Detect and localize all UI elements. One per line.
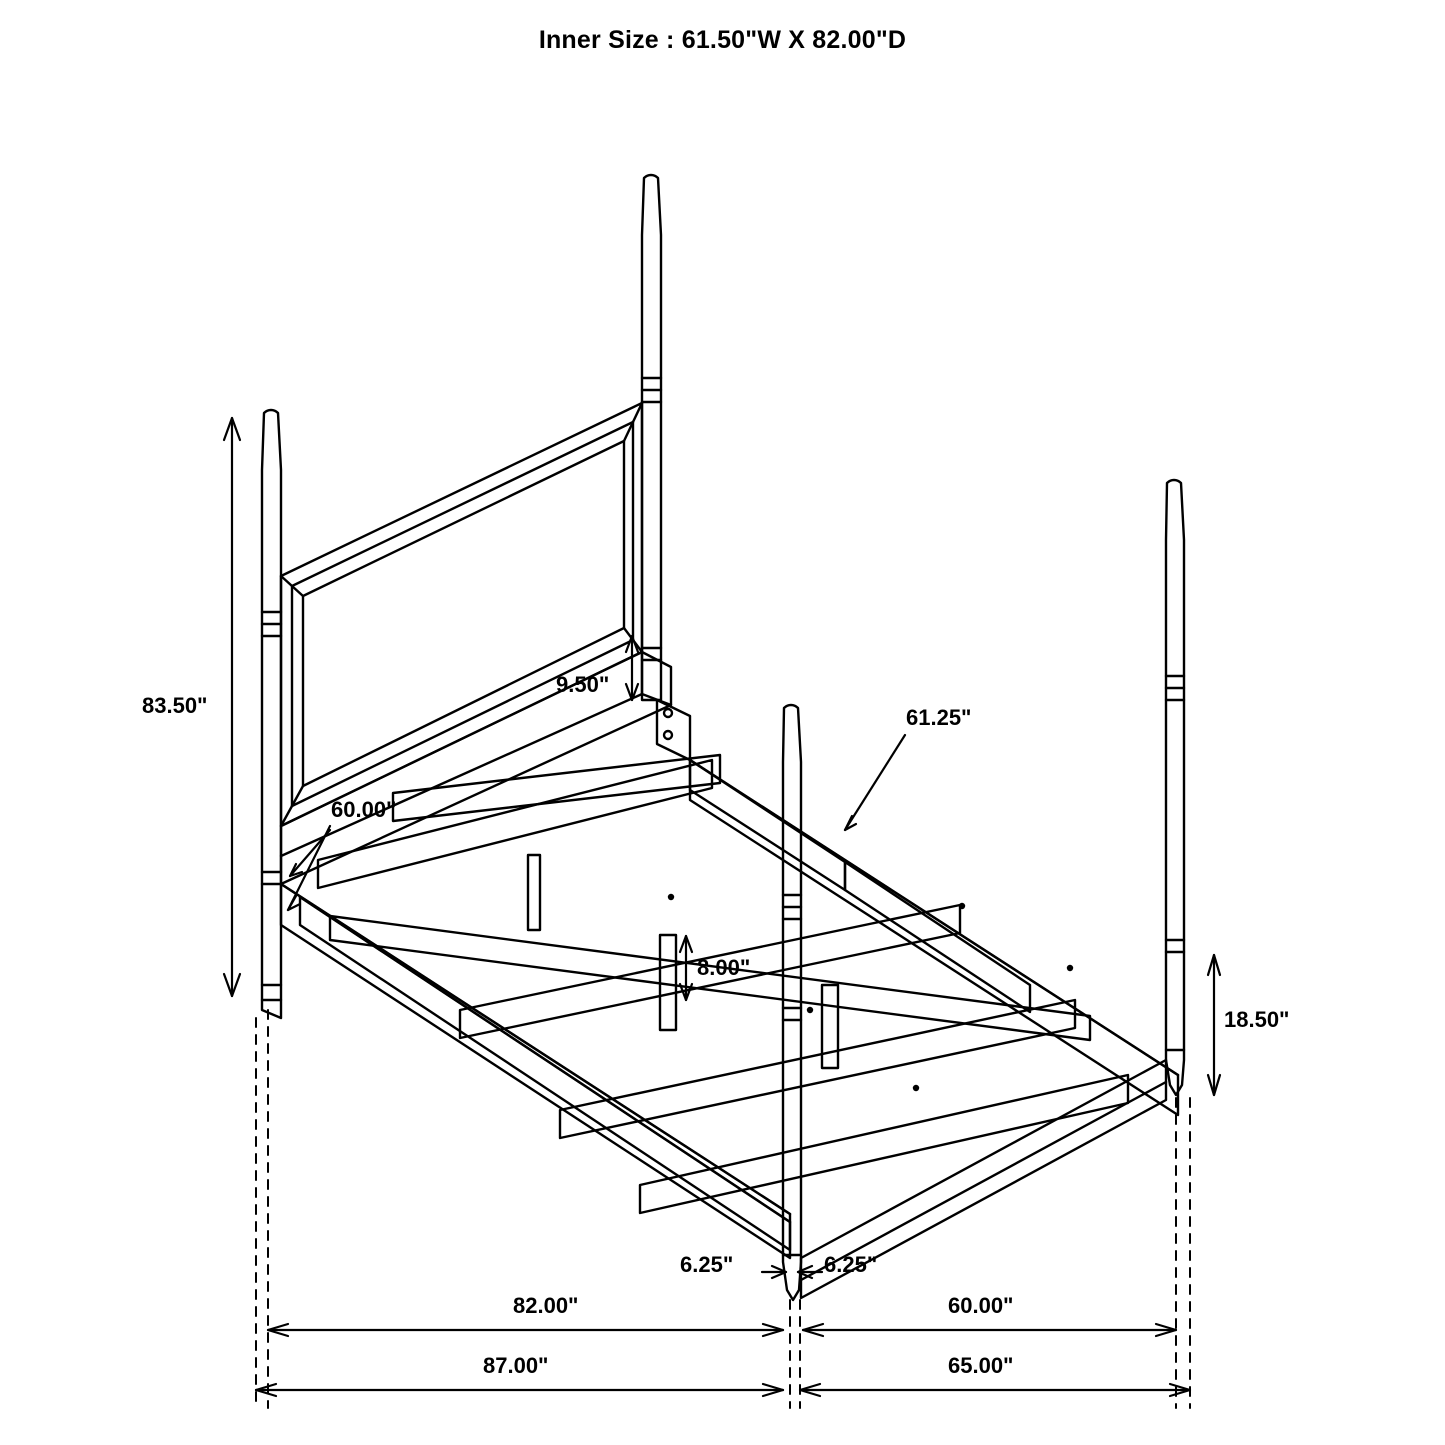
slat-leg-3 <box>822 985 838 1068</box>
dim-width-inner: 60.00" <box>948 1293 1014 1318</box>
dim-foot-post-right-offset: 6.25" <box>824 1252 878 1277</box>
dim-overall-height: 83.50" <box>142 693 208 718</box>
cross-rail-lower <box>560 1000 1075 1138</box>
extension-lines <box>256 1010 1190 1408</box>
dim-slat-height: 8.00" <box>697 955 751 980</box>
dim-side-rail-length: 61.25" <box>906 705 972 730</box>
post-foot-right <box>1166 480 1184 1095</box>
dim-headboard-panel-width: 60.00" <box>331 797 397 822</box>
post-head-left <box>262 410 281 1000</box>
dim-foot-post-left-offset: 6.25" <box>680 1252 734 1277</box>
slat-leg-2 <box>660 935 676 1030</box>
dim-depth-outer: 87.00" <box>483 1353 549 1378</box>
dimension-lines <box>224 418 1220 1396</box>
headboard-panel <box>281 403 642 826</box>
cross-rail-bottom <box>640 1075 1128 1213</box>
dim-depth-inner: 82.00" <box>513 1293 579 1318</box>
diagram-title: Inner Size : 61.50"W X 82.00"D <box>538 26 907 54</box>
dim-width-outer: 65.00" <box>948 1353 1014 1378</box>
slat-leg-1 <box>528 855 540 930</box>
inner-rail-head-side <box>300 897 790 1250</box>
dim-footboard-post-height: 18.50" <box>1224 1007 1290 1032</box>
post-head-right <box>642 175 661 700</box>
post-head-left-base <box>262 1000 281 1018</box>
dim-headboard-panel-to-rail: 9.50" <box>556 672 610 697</box>
side-rail-left <box>281 884 790 1258</box>
